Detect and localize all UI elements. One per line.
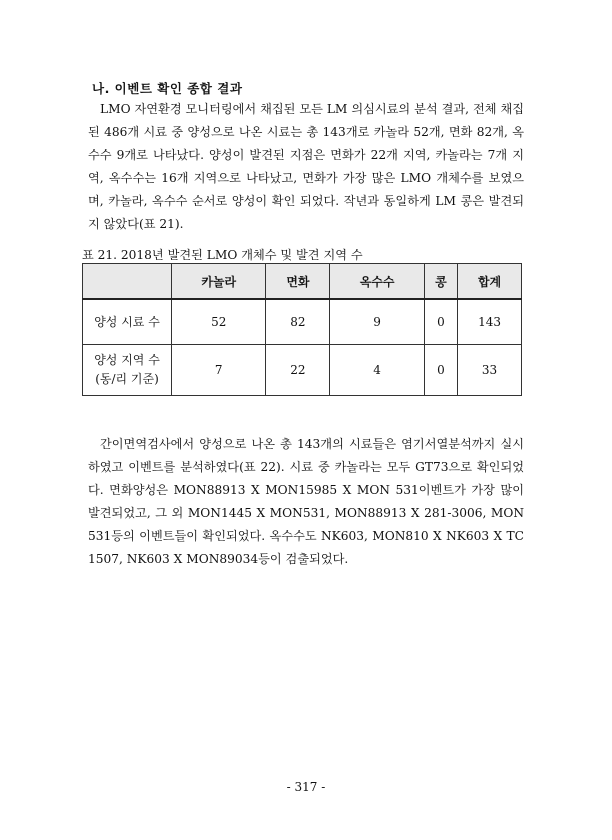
row-label: 양성 지역 수 — [94, 353, 160, 367]
row-label-positive-regions — [83, 345, 172, 396]
table-header-row — [83, 264, 522, 300]
header-canola: 카놀라 — [172, 264, 266, 300]
cell-total: 33 — [458, 345, 522, 396]
table-caption: 표 21. 2018년 발견된 LMO 개체수 및 발견 지역 수 — [82, 248, 363, 262]
cell-soybean: 0 — [424, 299, 457, 345]
row-label-positive-samples — [83, 299, 172, 345]
paragraph-event-analysis: 간이면역검사에서 양성으로 나온 총 143개의 시료들은 염기서열분석까지 실시하였고 이벤트를 분석하였다(표 22). 시료 중 카놀라는 모두 GT73으로 확인되었다. 면화양성은 MON88913 X MON15985 X MON 531이벤트가 가장 많이 발견되었고, 그 외 MON1445 X MON531, MON88913 X 281-3006, MON 531등의 이벤트들이 확인되었다. 옥수수도 NK603, MON810 X NK603 X TC1507, NK603 X MON89034등이 검출되었다. — [88, 437, 524, 566]
cell-canola: 52 — [172, 299, 266, 345]
cell-corn: 9 — [330, 299, 424, 345]
header-total: 합계 — [458, 264, 522, 300]
row-label: 양성 시료 수 — [94, 314, 160, 329]
cell-soybean: 0 — [424, 345, 457, 396]
header-soybean: 콩 — [424, 264, 457, 300]
cell-total: 143 — [458, 299, 522, 345]
row-label-sub: (동/리 기준) — [95, 372, 159, 386]
header-corn: 옥수수 — [330, 264, 424, 300]
page-number: - 317 - — [286, 780, 326, 794]
section-heading: 나. 이벤트 확인 종합 결과 — [92, 81, 243, 96]
header-cotton: 면화 — [266, 264, 330, 300]
lmo-count-table — [82, 263, 522, 396]
cell-cotton: 82 — [266, 299, 330, 345]
cell-corn: 4 — [330, 345, 424, 396]
table-row — [83, 299, 522, 345]
header-corner — [83, 264, 172, 300]
paragraph-summary: LMO 자연환경 모니터링에서 채집된 모든 LM 의심시료의 분석 결과, 전체 채집된 486개 시료 중 양성으로 나온 시료는 총 143개로 카놀라 52개, 면화 82개, 옥수수 9개로 나타났다. 양성이 발견된 지점은 면화가 22개 지역, 카놀라는 7개 지역, 옥수수는 16개 지역으로 나타났고, 면화가 가장 많은 LMO 개체수를 보였으며, 카놀라, 옥수수 순서로 양성이 확인 되었다. 작년과 동일하게 LM 콩은 발견되지 않았다(표 21). — [88, 102, 524, 231]
cell-canola: 7 — [172, 345, 266, 396]
table-row — [83, 345, 522, 396]
cell-cotton: 22 — [266, 345, 330, 396]
